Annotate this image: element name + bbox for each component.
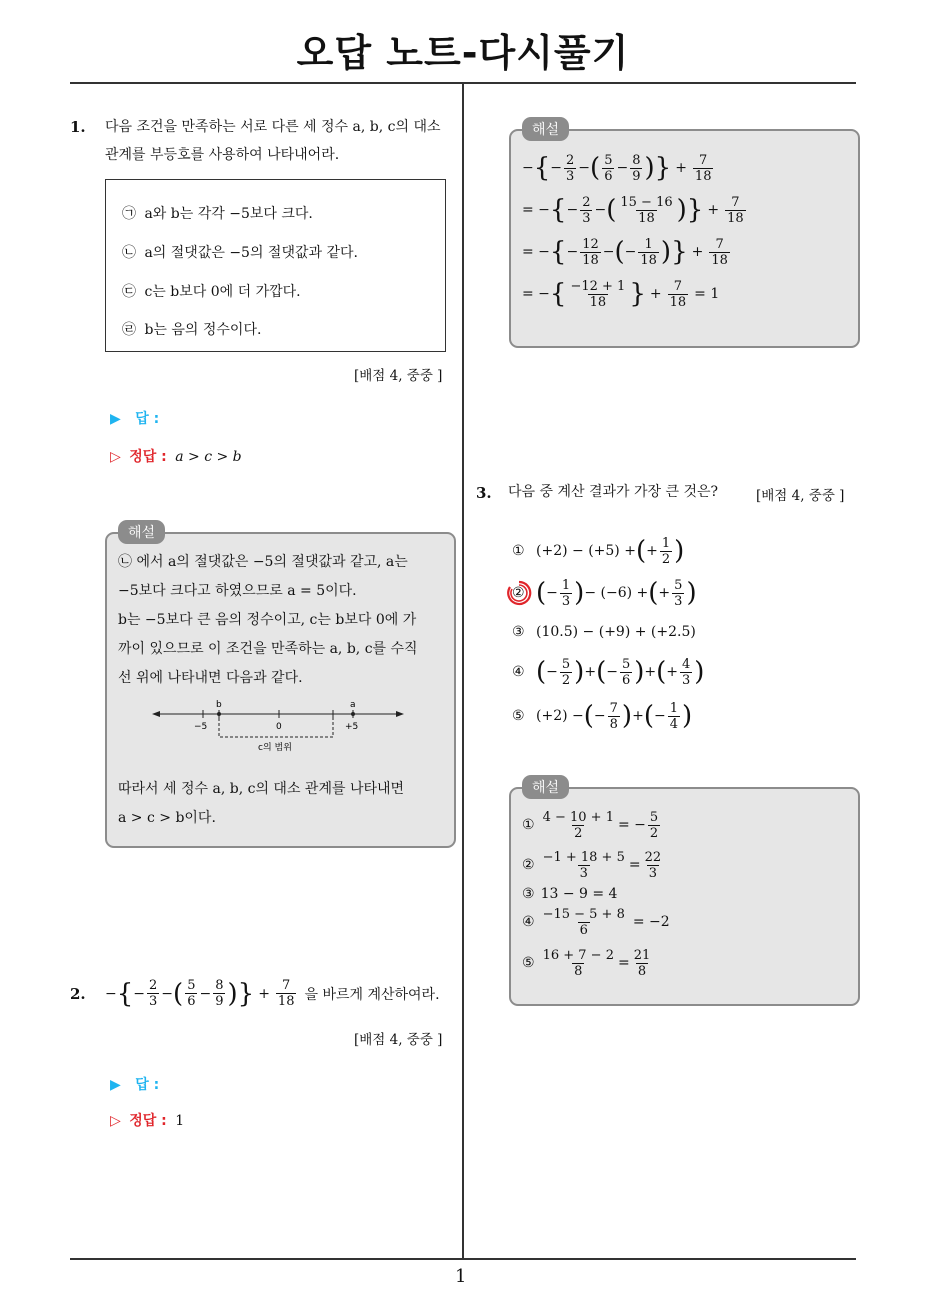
column-divider [462,83,464,1258]
correct-label: 정답 : [129,1113,167,1129]
answer-arrow-icon: ▶ [110,411,121,427]
q3-expl-5: ⑤ $\frac{16 + 7 - 2}{8}$ = $\frac{21}{8}$ [522,947,651,979]
q1-condition-box [105,179,446,352]
q3-expl-1: ① $\frac{4 - 10 + 1}{2}$ = − $\frac{5}{2}$ [522,809,659,841]
q1-score: [배점 4, 중중 ] [354,368,443,384]
q2-step-1: − { − $\frac{2}{3}$ − ( $\frac{5}{6}$ − $\frac{8}{9}$ ) } + $\frac{7}{18}$ [522,152,712,184]
correct-arrow-icon: ▷ [110,1113,121,1129]
c-range-label: c의 범위 [258,743,292,753]
answer-label: 답 : [135,411,160,427]
q3-explanation-tag: 해설 [522,775,569,799]
option-5[interactable]: ⑤ (+2) − ( − $\frac{7}{8}$ ) + ( − $\frac{1}{4}$ ) [512,700,693,732]
q1-text [105,113,460,169]
q2-step-4: = − { $\frac{-12 + 1}{18}$ } + $\frac{7}{18}$ = 1 [522,278,720,310]
condition-3: ㉢ c는 b보다 0에 더 가깝다. [122,284,301,300]
q1-text-line1: 다음 조건을 만족하는 서로 다른 세 정수 a, b, c의 대소 [105,119,441,135]
q1-explanation-conclusion: 따라서 세 정수 a, b, c의 대소 관계를 나타내면 a > c > b이다. [118,781,405,826]
q2-expression: − { − $\frac{2}{3}$ − ( $\frac{5}{6}$ − $\frac{8}{9}$ ) } + $\frac{7}{18}$ 을 바르게 계산하여라. [105,978,440,1009]
q1-explanation-tag: 해설 [118,520,165,544]
option-2[interactable]: ② ( − $\frac{1}{3}$ ) − (−6) + ( + $\frac{5}{3}$ ) [512,572,704,614]
q1-answer-row [110,408,159,428]
number-line-diagram [150,695,410,757]
q3-number: 3. [476,484,492,502]
q3-expl-3: ③ 13 − 9 = 4 [522,886,618,902]
q3-explanation-math [522,805,670,985]
footer-rule [70,1258,856,1260]
q2-explanation-math [522,147,748,315]
condition-2: ㉡ a의 절댓값은 −5의 절댓값과 같다. [122,245,358,261]
option-3[interactable]: ③ (10.5) − (+9) + (+2.5) [512,624,696,640]
q2-correct-value: 1 [175,1113,185,1129]
correct-label: 정답 : [129,449,167,465]
tick-plus5: +5 [345,722,359,732]
q2-suffix: 을 바르게 계산하여라. [304,986,440,1003]
q3-score: [배점 4, 중중 ] [756,488,845,504]
q2-step-3: = − { − $\frac{12}{18}$ − ( − $\frac{1}{18}$ ) } + $\frac{7}{18}$ [522,236,728,268]
q1-text-line2: 관계를 부등호를 사용하여 나타내어라. [105,147,340,163]
q1-correct-row [110,446,242,466]
answer-label: 답 : [135,1077,160,1093]
q1-correct-value: a > c > b [175,449,242,465]
option-4[interactable]: ④ ( − $\frac{5}{2}$ ) + ( − $\frac{5}{6}$ ) + ( + $\frac{4}{3}$ ) [512,656,705,688]
q2-answer-row [110,1074,159,1094]
q2-explanation-tag: 해설 [522,117,569,141]
q2-score: [배점 4, 중중 ] [354,1032,443,1048]
q1-number: 1. [70,118,86,136]
answer-arrow-icon: ▶ [110,1077,121,1093]
tick-minus5: −5 [194,722,208,732]
tick-0: 0 [276,722,282,732]
q3-text: 다음 중 계산 결과가 가장 큰 것은? [508,484,719,500]
q3-expl-2: ② $\frac{-1 + 18 + 5}{3}$ = $\frac{22}{3}$ [522,849,662,881]
q3-expl-4: ④ $\frac{-15 - 5 + 8}{6}$ = −2 [522,906,670,938]
label-b: b [216,700,222,710]
q2-step-2: = − { − $\frac{2}{3}$ − ( $\frac{15 - 16}{18}$ ) } + $\frac{7}{18}$ [522,194,744,226]
label-a: a [350,700,356,710]
red-circle-mark-icon [506,580,532,606]
condition-4: ㉣ b는 음의 정수이다. [122,322,262,338]
page-title: 오답 노트-다시풀기 [296,31,630,75]
q3-options [512,530,704,738]
page-number: 1 [455,1266,467,1287]
q2-number: 2. [70,985,86,1003]
condition-1: ㉠ a와 b는 각각 −5보다 크다. [122,206,313,222]
correct-arrow-icon: ▷ [110,449,121,465]
q1-explanation-text: ㉡ 에서 a의 절댓값은 −5의 절댓값과 같고, a는 −5보다 크다고 하였으므로 a = 5이다. b는 −5보다 큰 음의 정수이고, c는 b보다 0에 가 까이 있으므로 이 조건을 만족하는 a, b, c를 수직 선 위에 나타내면 다음과 같다. [118,554,418,686]
q2-correct-row [110,1110,184,1130]
option-1[interactable]: ① (+2) − (+5) + ( + $\frac{1}{2}$ ) [512,535,685,567]
